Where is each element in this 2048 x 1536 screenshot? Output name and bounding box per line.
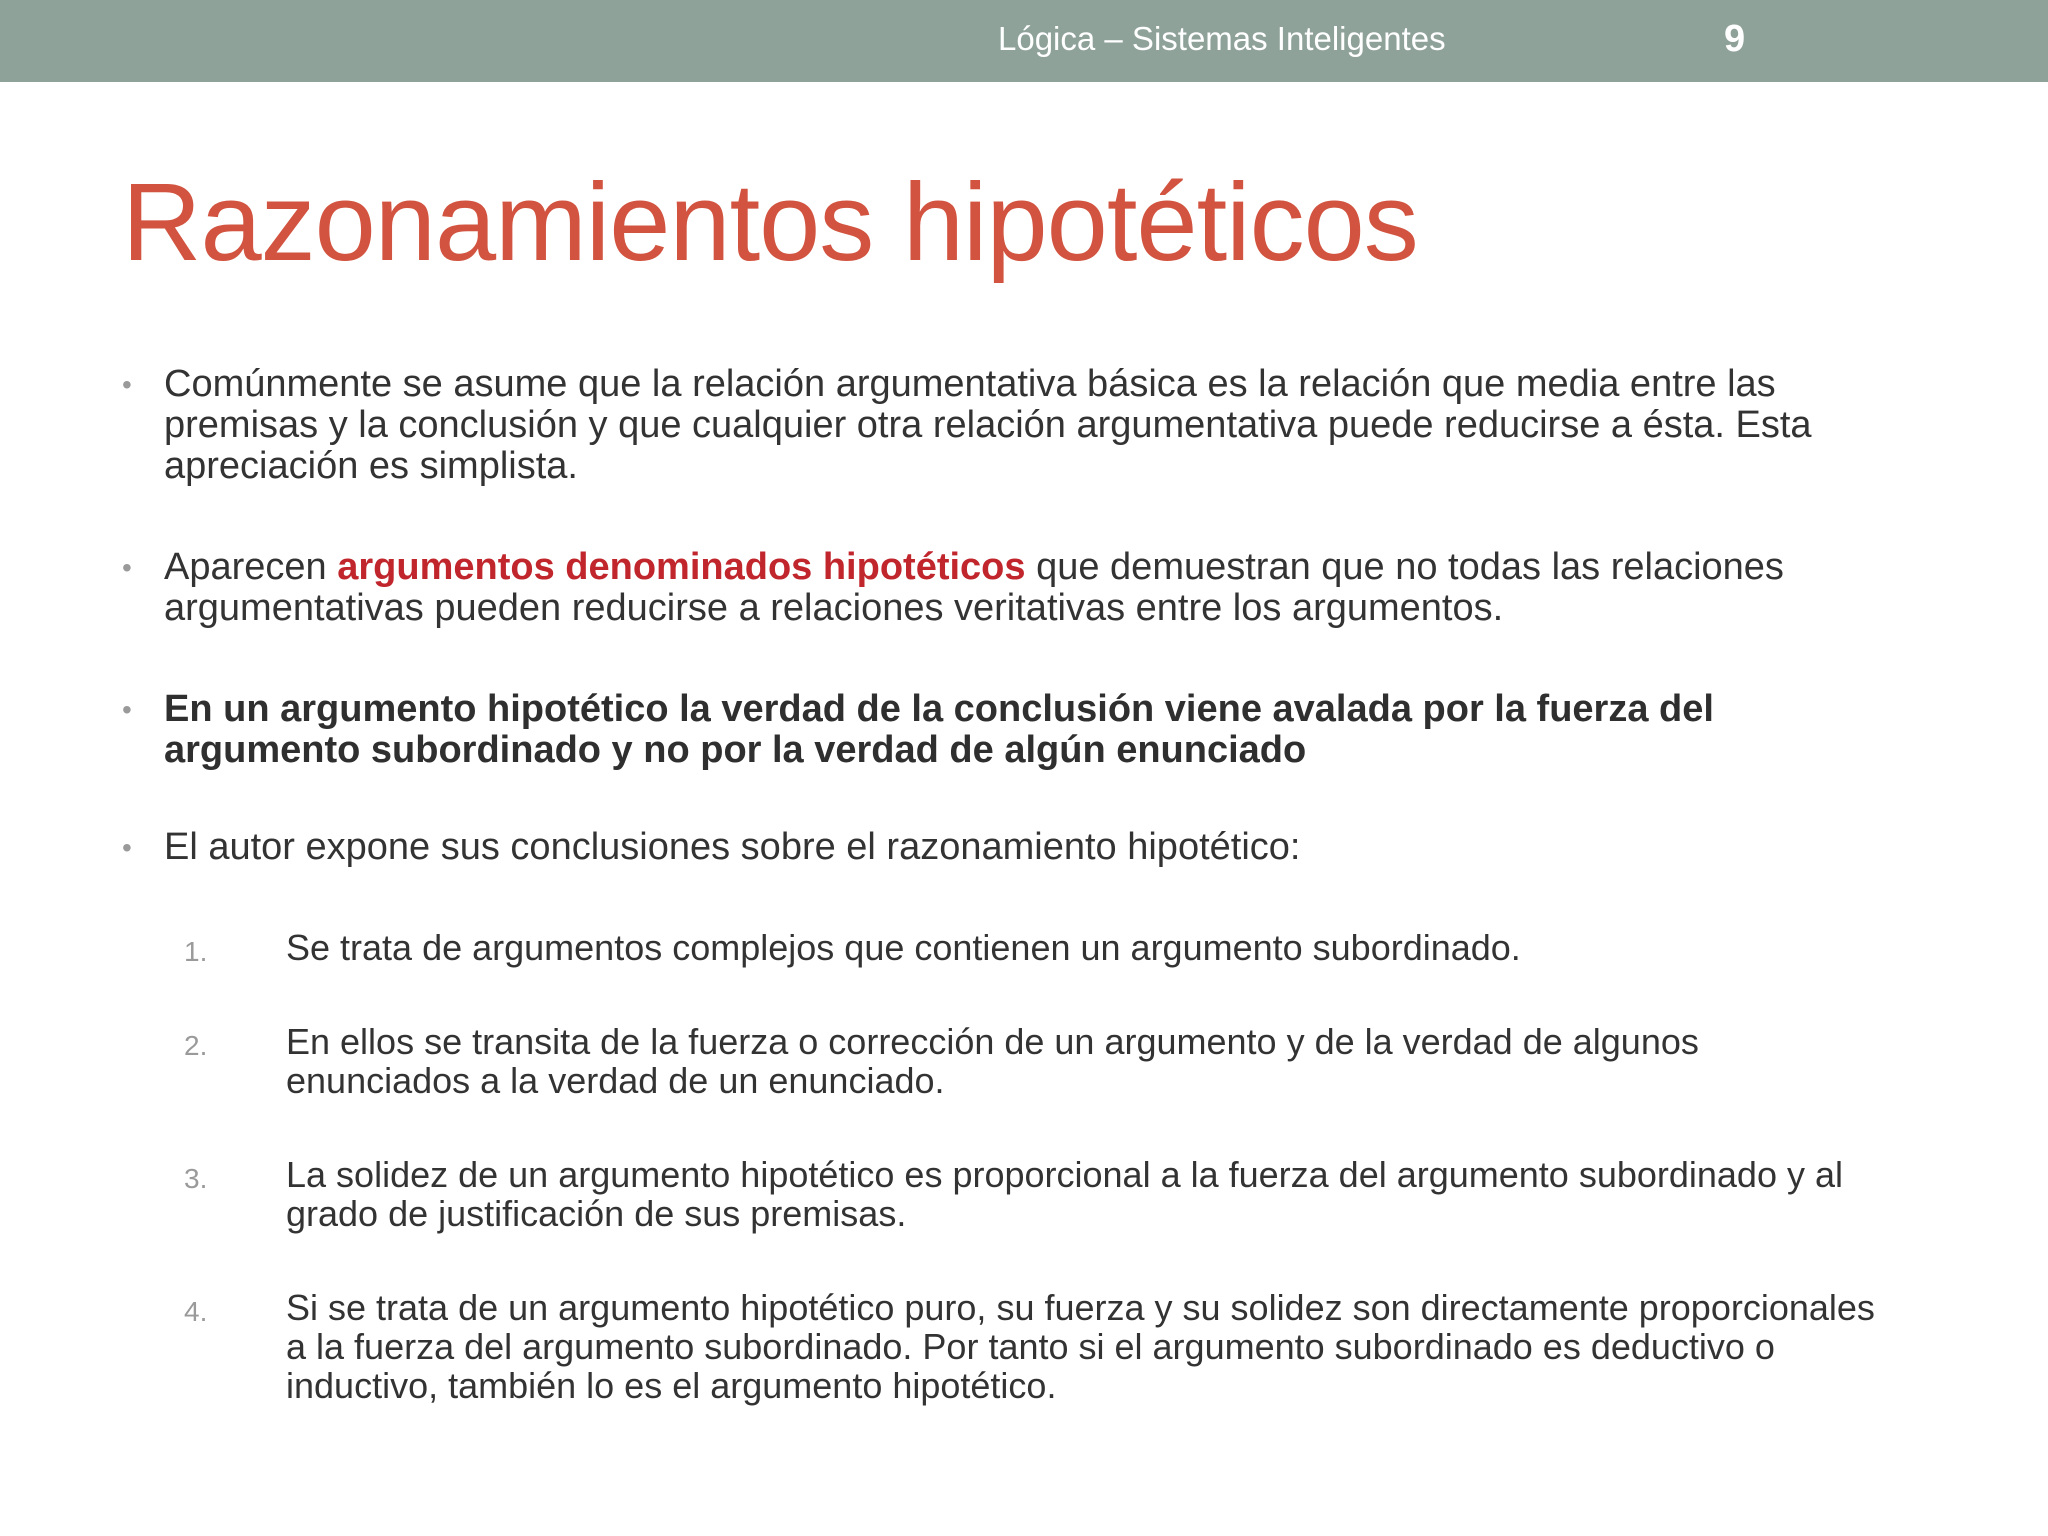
slide-title: Razonamientos hipotéticos	[122, 161, 1418, 284]
numbered-list	[184, 928, 1884, 1405]
numbered-text: Se trata de argumentos complejos que contienen un argumento subordinado.	[286, 927, 1521, 968]
bullet-list	[120, 364, 1920, 868]
numbered-item	[184, 1288, 1884, 1405]
header-title: Lógica – Sistemas Inteligentes	[998, 20, 1446, 57]
highlighted-term: argumentos denominados hipotéticos	[337, 546, 1026, 588]
page-number: 9	[1724, 18, 1746, 60]
bullet-icon: •	[122, 552, 132, 583]
numbered-text: Si se trata de un argumento hipotético puro, su fuerza y su solidez son directamente proporcionales a la fuerza del argumento subordinado. Por tanto si el argumento subordinado es deductivo o inductivo, también lo es el argumento hipotético.	[286, 1287, 1875, 1406]
number-label: 3.	[184, 1163, 208, 1194]
numbered-item	[184, 928, 1884, 967]
bullet-item-bold	[120, 689, 1920, 771]
bullet-text: Comúnmente se asume que la relación argumentativa básica es la relación que media entre las premisas y la conclusión y que cualquier otra relación argumentativa puede reducirse a ésta. Esta apreciación es simplista.	[164, 363, 1812, 487]
bullet-item	[120, 547, 1920, 629]
numbered-item	[184, 1155, 1884, 1233]
bullet-icon: •	[122, 694, 132, 725]
numbered-text: En ellos se transita de la fuerza o corrección de un argumento y de la verdad de algunos enunciados a la verdad de un enunciado.	[286, 1021, 1699, 1101]
number-label: 1.	[184, 936, 208, 967]
bullet-text: El autor expone sus conclusiones sobre el razonamiento hipotético:	[164, 826, 1301, 868]
bullet-icon: •	[122, 369, 132, 400]
bullet-text-pre: Aparecen	[164, 546, 338, 588]
bullet-icon: •	[122, 832, 132, 863]
number-label: 4.	[184, 1296, 208, 1327]
bullet-item	[120, 827, 1920, 868]
header-bar	[0, 0, 2048, 82]
bullet-item	[120, 364, 1920, 487]
bullet-text-post: que demuestran que no todas las relaciones argumentativas pueden reducirse a relaciones veritativas entre los argumentos.	[164, 546, 1784, 629]
bullet-text: En un argumento hipotético la verdad de la conclusión viene avalada por la fuerza del argumento subordinado y no por la verdad de algún enunciado	[164, 688, 1714, 771]
number-label: 2.	[184, 1030, 208, 1061]
numbered-item	[184, 1022, 1884, 1100]
numbered-text: La solidez de un argumento hipotético es proporcional a la fuerza del argumento subordinado y al grado de justificación de sus premisas.	[286, 1154, 1843, 1234]
